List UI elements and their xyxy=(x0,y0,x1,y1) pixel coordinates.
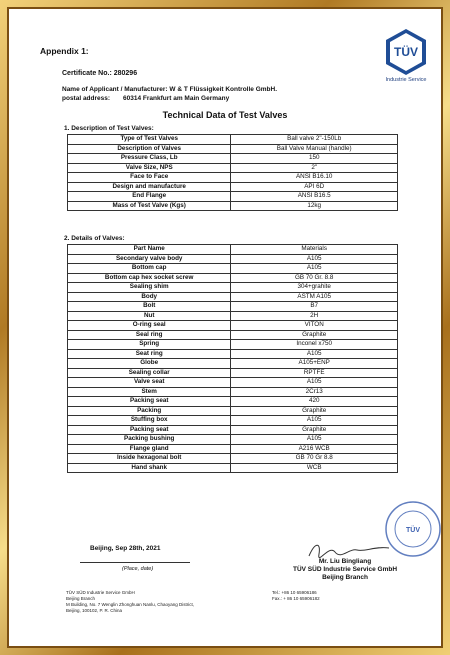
table-row xyxy=(68,182,398,192)
row-label: Design and manufacture xyxy=(68,182,231,192)
document-title: Technical Data of Test Valves xyxy=(162,110,288,120)
address-label: postal address: xyxy=(62,95,111,102)
row-value: Ball Valve Manual (handle) xyxy=(231,144,398,154)
applicant-block xyxy=(62,85,277,103)
row-label: Packing seat xyxy=(68,425,231,435)
row-value: Graphite xyxy=(231,425,398,435)
row-label: Bottom cap hex socket screw xyxy=(68,273,231,283)
date-rule xyxy=(80,562,190,563)
table-row xyxy=(68,454,398,464)
row-label: Packing seat xyxy=(68,397,231,407)
footer-address: TÜV SÜD Industrie Service GmbH Beijing Branch M Building, No. 7 Wenglin Zhonghuan Nanlu, Chaoyang District, Beijing, 100102, P. R. China xyxy=(66,590,194,613)
row-label: End Flange xyxy=(68,192,231,202)
row-value: Graphite xyxy=(231,406,398,416)
table-row xyxy=(68,444,398,454)
table-row xyxy=(68,387,398,397)
table-row xyxy=(68,163,398,173)
signer-name: Mr. Liu Bingliang xyxy=(318,558,372,565)
row-value: A105 xyxy=(231,435,398,445)
row-value: ASTM A105 xyxy=(231,292,398,302)
table-row xyxy=(68,368,398,378)
table-row xyxy=(68,406,398,416)
row-label: Spring xyxy=(68,340,231,350)
svg-text:TÜV: TÜV xyxy=(406,527,420,534)
row-value: A105 xyxy=(231,416,398,426)
row-value: 2" xyxy=(231,163,398,173)
table-row xyxy=(68,292,398,302)
row-label: Valve seat xyxy=(68,378,231,388)
row-value: Graphite xyxy=(231,330,398,340)
table-row xyxy=(68,264,398,274)
row-label: Pressure Class, Lb xyxy=(68,154,231,164)
row-value: WCB xyxy=(231,463,398,473)
signer-org: TÜV SÜD Industrie Service GmbH xyxy=(292,566,398,573)
valve-details-table xyxy=(67,244,398,473)
row-value: 12kg xyxy=(231,201,398,211)
row-label: Seat ring xyxy=(68,349,231,359)
row-label: Description of Valves xyxy=(68,144,231,154)
signer-branch: Beijing Branch xyxy=(322,574,368,581)
row-value: A105+ENP xyxy=(231,359,398,369)
row-value: 2Cr13 xyxy=(231,387,398,397)
table-row xyxy=(68,416,398,426)
section-1-heading: 1. Description of Test Valves: xyxy=(64,125,154,132)
row-value: A105 xyxy=(231,254,398,264)
row-value: API 6D xyxy=(231,182,398,192)
table-row xyxy=(68,135,398,145)
row-label: O-ring seal xyxy=(68,321,231,331)
row-label: Stuffing box xyxy=(68,416,231,426)
official-stamp-icon xyxy=(384,500,442,558)
row-label: Sealing collar xyxy=(68,368,231,378)
row-label: Sealing shim xyxy=(68,283,231,293)
row-value: Ball valve 2"-150Lb xyxy=(231,135,398,145)
table-row xyxy=(68,330,398,340)
row-value: ANSI B16.5 xyxy=(231,192,398,202)
table-row xyxy=(68,349,398,359)
table-row xyxy=(68,340,398,350)
row-value: GB 70 Gr. 8.8 xyxy=(231,273,398,283)
row-value: ANSI B16.10 xyxy=(231,173,398,183)
logo-subtitle: Industrie Service xyxy=(385,77,427,83)
row-label: Body xyxy=(68,292,231,302)
table-row xyxy=(68,273,398,283)
test-valve-table xyxy=(67,134,398,211)
address-value: 60314 Frankfurt am Main Germany xyxy=(123,95,230,102)
row-label: Flange gland xyxy=(68,444,231,454)
signer-block xyxy=(280,558,410,582)
row-label: Secondary valve body xyxy=(68,254,231,264)
section-2-heading: 2. Details of Valves: xyxy=(64,235,125,242)
logo-text: TÜV xyxy=(394,45,418,59)
row-value: 304+grahite xyxy=(231,283,398,293)
row-label: Part Name xyxy=(68,245,231,255)
table-row xyxy=(68,245,398,255)
certificate-page xyxy=(10,10,440,645)
table-row xyxy=(68,425,398,435)
row-value: 150 xyxy=(231,154,398,164)
row-value: A105 xyxy=(231,349,398,359)
table-row xyxy=(68,173,398,183)
row-label: Seal ring xyxy=(68,330,231,340)
row-value: RPTFE xyxy=(231,368,398,378)
row-label: Mass of Test Valve (Kgs) xyxy=(68,201,231,211)
issue-date: Beijing, Sep 28th, 2021 xyxy=(90,545,161,552)
table-row xyxy=(68,397,398,407)
row-label: Bolt xyxy=(68,302,231,312)
table-row xyxy=(68,463,398,473)
table-row xyxy=(68,254,398,264)
row-value: 420 xyxy=(231,397,398,407)
tuv-logo-icon xyxy=(382,28,430,76)
row-value: A216 WCB xyxy=(231,444,398,454)
table-row xyxy=(68,311,398,321)
row-value: Materials xyxy=(231,245,398,255)
applicant-value: W & T Flüssigkeit Kontrolle GmbH. xyxy=(169,86,278,93)
table-row xyxy=(68,144,398,154)
row-value: A105 xyxy=(231,264,398,274)
table-row xyxy=(68,302,398,312)
row-value: 2H xyxy=(231,311,398,321)
table-row xyxy=(68,201,398,211)
row-value: A105 xyxy=(231,378,398,388)
row-label: Bottom cap xyxy=(68,264,231,274)
table-row xyxy=(68,321,398,331)
row-label: Inside hexagonal bolt xyxy=(68,454,231,464)
row-label: Packing xyxy=(68,406,231,416)
appendix-label: Appendix 1: xyxy=(40,46,89,56)
table-row xyxy=(68,435,398,445)
row-label: Nut xyxy=(68,311,231,321)
table-row xyxy=(68,359,398,369)
row-value: Inconel x750 xyxy=(231,340,398,350)
table-row xyxy=(68,378,398,388)
row-value: GB 70 Gr 8.8 xyxy=(231,454,398,464)
table-row xyxy=(68,154,398,164)
certificate-number: Certificate No.: 280296 xyxy=(62,70,138,77)
table-row xyxy=(68,192,398,202)
row-label: Packing bushing xyxy=(68,435,231,445)
row-label: Face to Face xyxy=(68,173,231,183)
row-value: VITON xyxy=(231,321,398,331)
place-date-caption: (Place, date) xyxy=(122,566,154,572)
row-label: Hand shank xyxy=(68,463,231,473)
table-row xyxy=(68,283,398,293)
applicant-label: Name of Applicant / Manufacturer: xyxy=(62,86,168,93)
row-label: Valve Size, NPS xyxy=(68,163,231,173)
row-label: Stem xyxy=(68,387,231,397)
row-label: Type of Test Valves xyxy=(68,135,231,145)
row-label: Globe xyxy=(68,359,231,369)
row-value: B7 xyxy=(231,302,398,312)
footer-contact: Tel.: +86 10 65906186 Fax.: + 86 10 65906182 xyxy=(272,590,320,601)
